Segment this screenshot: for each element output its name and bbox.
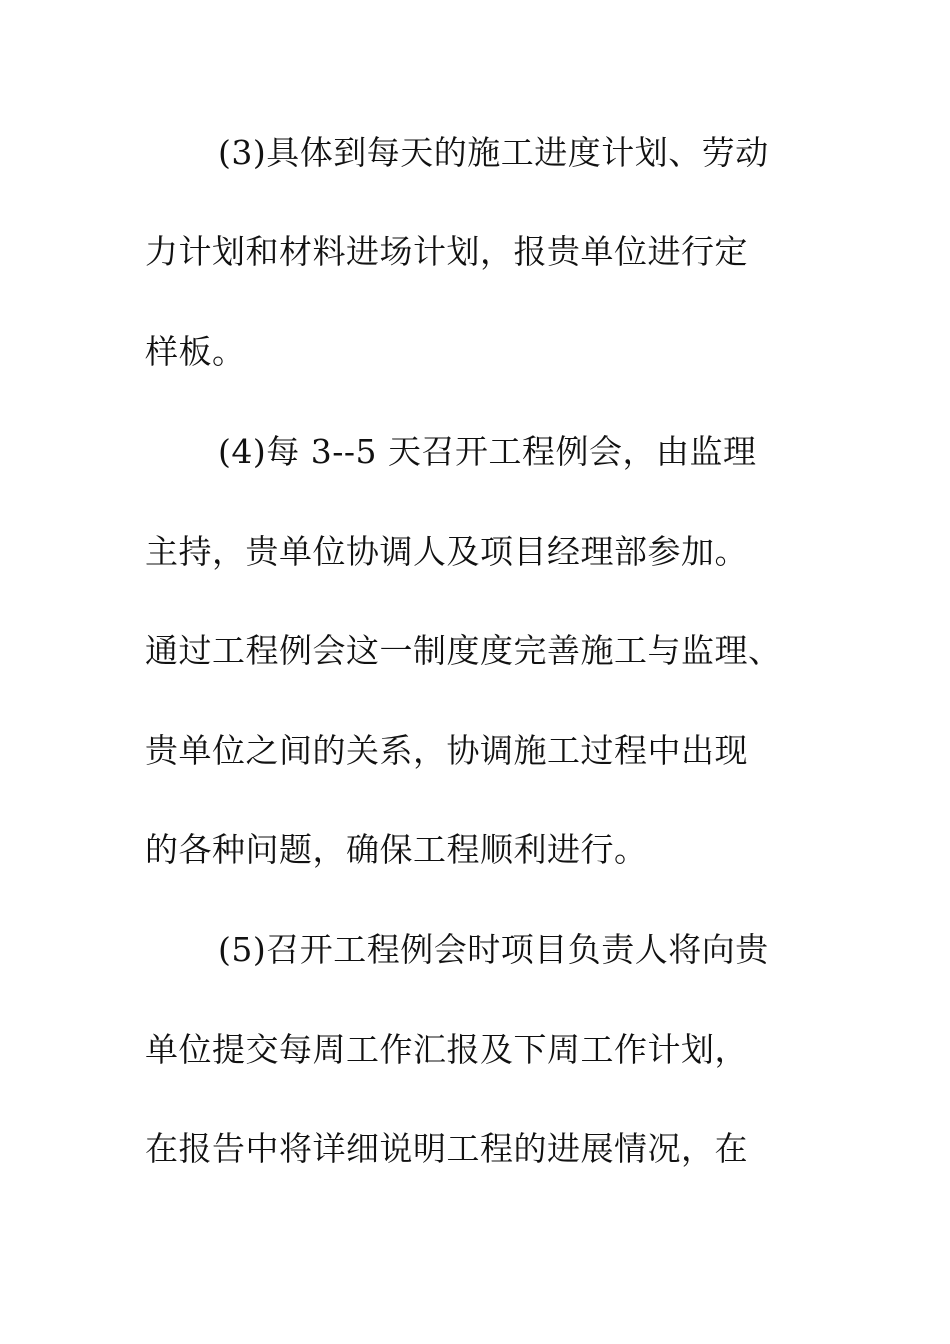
paragraph-line: 的各种问题，确保工程顺利进行。	[145, 830, 648, 869]
paragraph-line: 主持，贵单位协调人及项目经理部参加。	[145, 532, 748, 571]
paragraph-line: 样板。	[145, 332, 246, 371]
paragraph-line: 通过工程例会这一制度度完善施工与监理、	[145, 631, 782, 670]
paragraph-line: 单位提交每周工作汇报及下周工作计划，	[145, 1030, 748, 1069]
paragraph-line: (5)召开工程例会时项目负责人将向贵	[218, 930, 769, 969]
paragraph-line: (4)每 3--5 天召开工程例会，由监理	[218, 432, 757, 471]
paragraph-line: 力计划和材料进场计划，报贵单位进行定	[145, 232, 748, 271]
paragraph-line: (3)具体到每天的施工进度计划、劳动	[218, 133, 769, 172]
paragraph-line: 贵单位之间的关系，协调施工过程中出现	[145, 731, 748, 770]
paragraph-line: 在报告中将详细说明工程的进展情况，在	[145, 1129, 748, 1168]
